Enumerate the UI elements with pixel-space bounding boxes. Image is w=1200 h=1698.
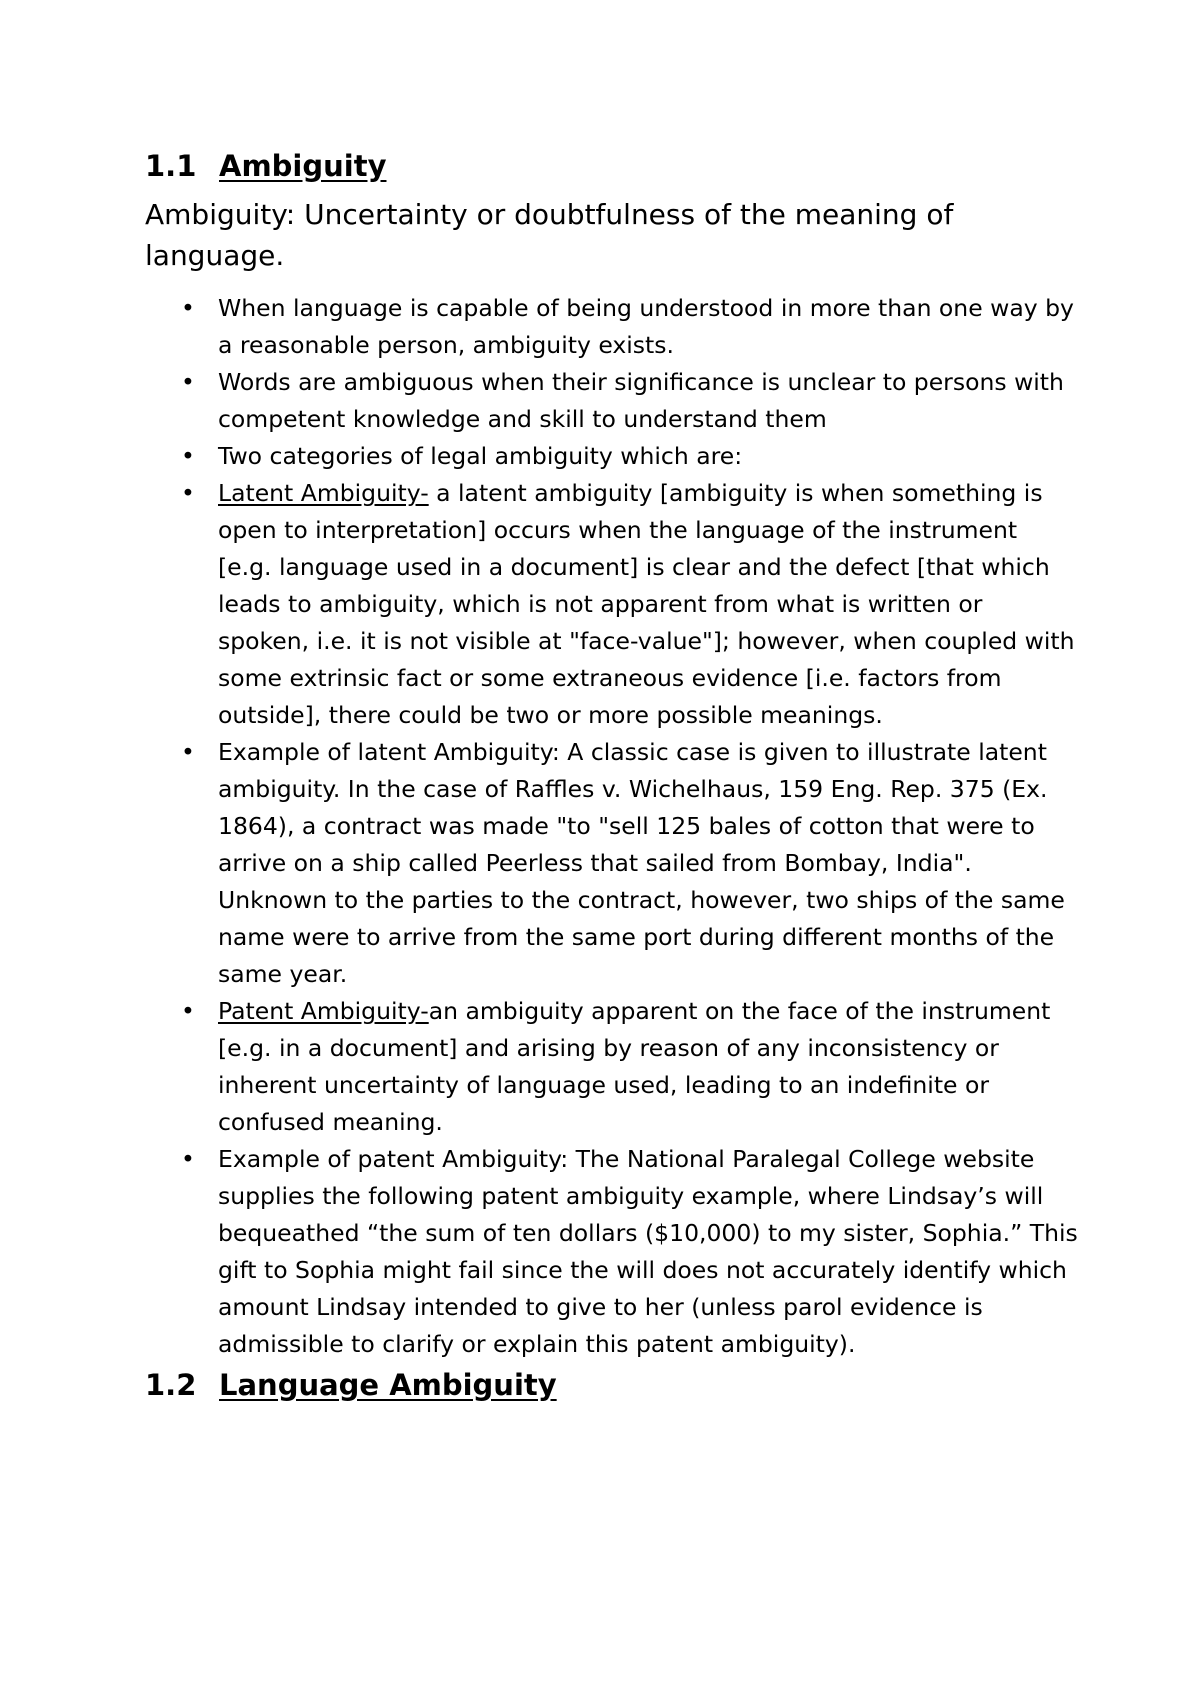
bullet-icon: • bbox=[181, 442, 195, 470]
list-item-text: an ambiguity apparent on the face of the instrument [e.g. in a document] and arising by reason of any inconsistency or inherent uncertainty of language used, leading to an indefinite or confused meaning. bbox=[218, 997, 1051, 1136]
list-item-text: Example of latent Ambiguity: A classic case is given to illustrate latent ambiguity. In the case of Raffles v. Wichelhaus, 159 Eng. Rep. 375 (Ex. 1864), a contract was made "to "sell 125 bales of cotton that were to arrive on a ship called Peerless that sailed from Bombay, India". Unknown to the parties to the contract, however, two ships of the same name were to arrive from the same port during different months of the same year. bbox=[218, 738, 1065, 988]
list-item bbox=[145, 1141, 1078, 1363]
list-item-text: Words are ambiguous when their significance is unclear to persons with competent knowledge and skill to understand them bbox=[218, 368, 1064, 433]
list-item bbox=[145, 475, 1078, 734]
bullet-icon: • bbox=[181, 479, 195, 507]
bullet-icon: • bbox=[181, 738, 195, 766]
list-item bbox=[145, 734, 1078, 993]
bullet-icon: • bbox=[181, 1145, 195, 1173]
list-item bbox=[145, 290, 1078, 364]
ambiguity-definition: Ambiguity: Uncertainty or doubtfulness of the meaning of language. bbox=[145, 198, 954, 272]
bullet-icon: • bbox=[181, 997, 195, 1025]
section-title: Ambiguity bbox=[219, 149, 387, 183]
list-item bbox=[145, 438, 1078, 475]
list-item-text: Example of patent Ambiguity: The National Paralegal College website supplies the following patent ambiguity example, where Lindsay’s will bequeathed “the sum of ten dollars ($10,000) to my sister, Sophia.” This gift to Sophia might fail since the will does not accurately identify which amount Lindsay intended to give to her (unless parol evidence is admissible to clarify or explain this patent ambiguity). bbox=[218, 1145, 1078, 1358]
bullet-list bbox=[145, 290, 1080, 1363]
bullet-icon: • bbox=[181, 368, 195, 396]
list-item bbox=[145, 993, 1078, 1141]
bullet-icon: • bbox=[181, 294, 195, 322]
section-number: 1.2 bbox=[145, 1368, 197, 1402]
list-item-text: a latent ambiguity [ambiguity is when something is open to interpretation] occurs when the language of the instrument [e.g. language used in a document] is clear and the defect [that which leads to ambiguity, which is not apparent from what is written or spoken, i.e. it is not visible at "face-value"]; however, when coupled with some extrinsic fact or some extraneous evidence [i.e. factors from outside], there could be two or more possible meanings. bbox=[218, 479, 1075, 729]
list-item bbox=[145, 364, 1078, 438]
section-heading-1-2 bbox=[145, 1367, 1080, 1403]
section-title: Language Ambiguity bbox=[219, 1368, 557, 1402]
section-heading-1-1 bbox=[145, 148, 1080, 184]
list-item-text: When language is capable of being understood in more than one way by a reasonable person, ambiguity exists. bbox=[218, 294, 1074, 359]
section-number: 1.1 bbox=[145, 149, 197, 183]
latent-ambiguity-term: Latent Ambiguity- bbox=[218, 479, 429, 507]
patent-ambiguity-term: Patent Ambiguity- bbox=[218, 997, 429, 1025]
list-item-text: Two categories of legal ambiguity which are: bbox=[218, 442, 743, 470]
